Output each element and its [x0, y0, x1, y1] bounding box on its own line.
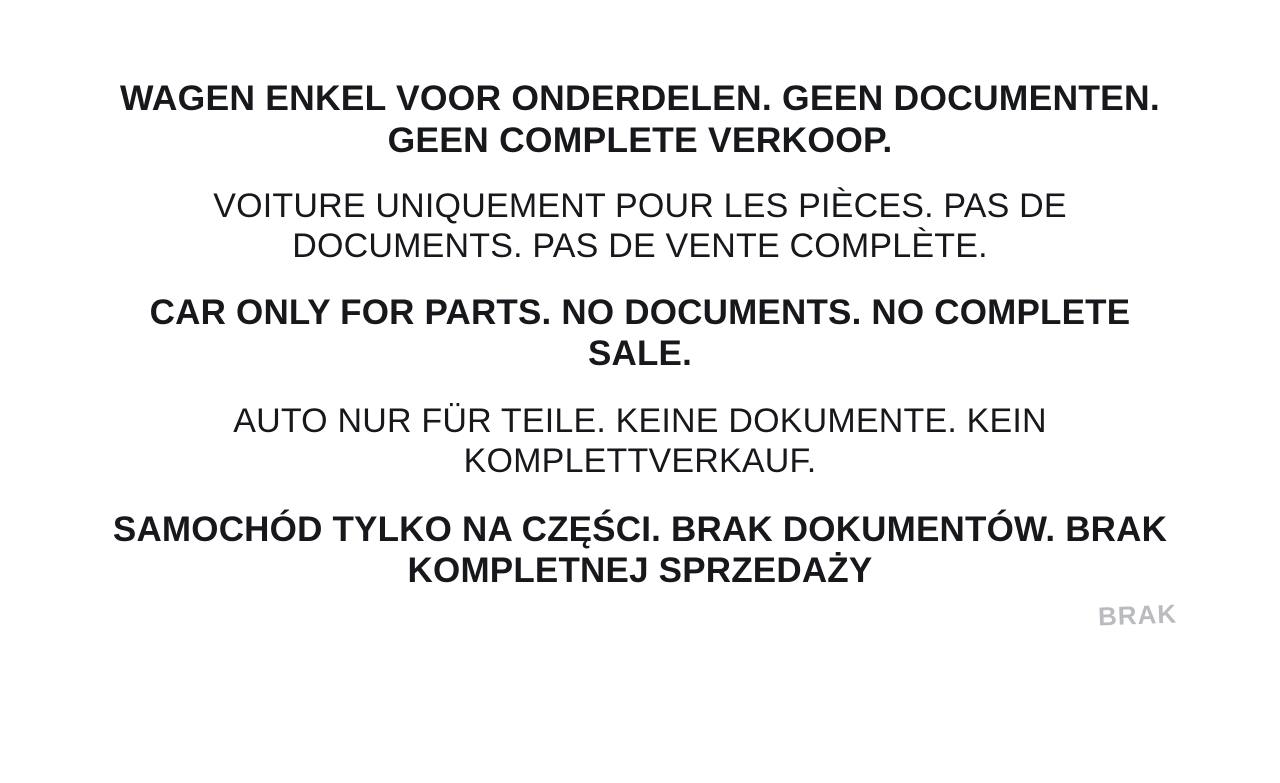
notice-german: AUTO NUR FÜR TEILE. KEINE DOKUMENTE. KEIN KOMPLETTVERKAUF. — [233, 402, 1047, 481]
notice-french: VOITURE UNIQUEMENT POUR LES PIÈCES. PAS DE DOCUMENTS. PAS DE VENTE COMPLÈTE. — [213, 187, 1067, 265]
notice-english: CAR ONLY FOR PARTS. NO DOCUMENTS. NO COMPLETE SALE. — [149, 292, 1131, 373]
notice-polish: SAMOCHÓD TYLKO NA CZĘŚCI. BRAK DOKUMENTÓW. BRAK KOMPLETNEJ SPRZEDAŻY — [112, 510, 1168, 590]
notice-dutch: WAGEN ENKEL VOOR ONDERDELEN. GEEN DOCUMENTEN. GEEN COMPLETE VERKOOP. — [120, 78, 1160, 160]
overlap-artifact-text: BRAK — [1097, 598, 1178, 632]
